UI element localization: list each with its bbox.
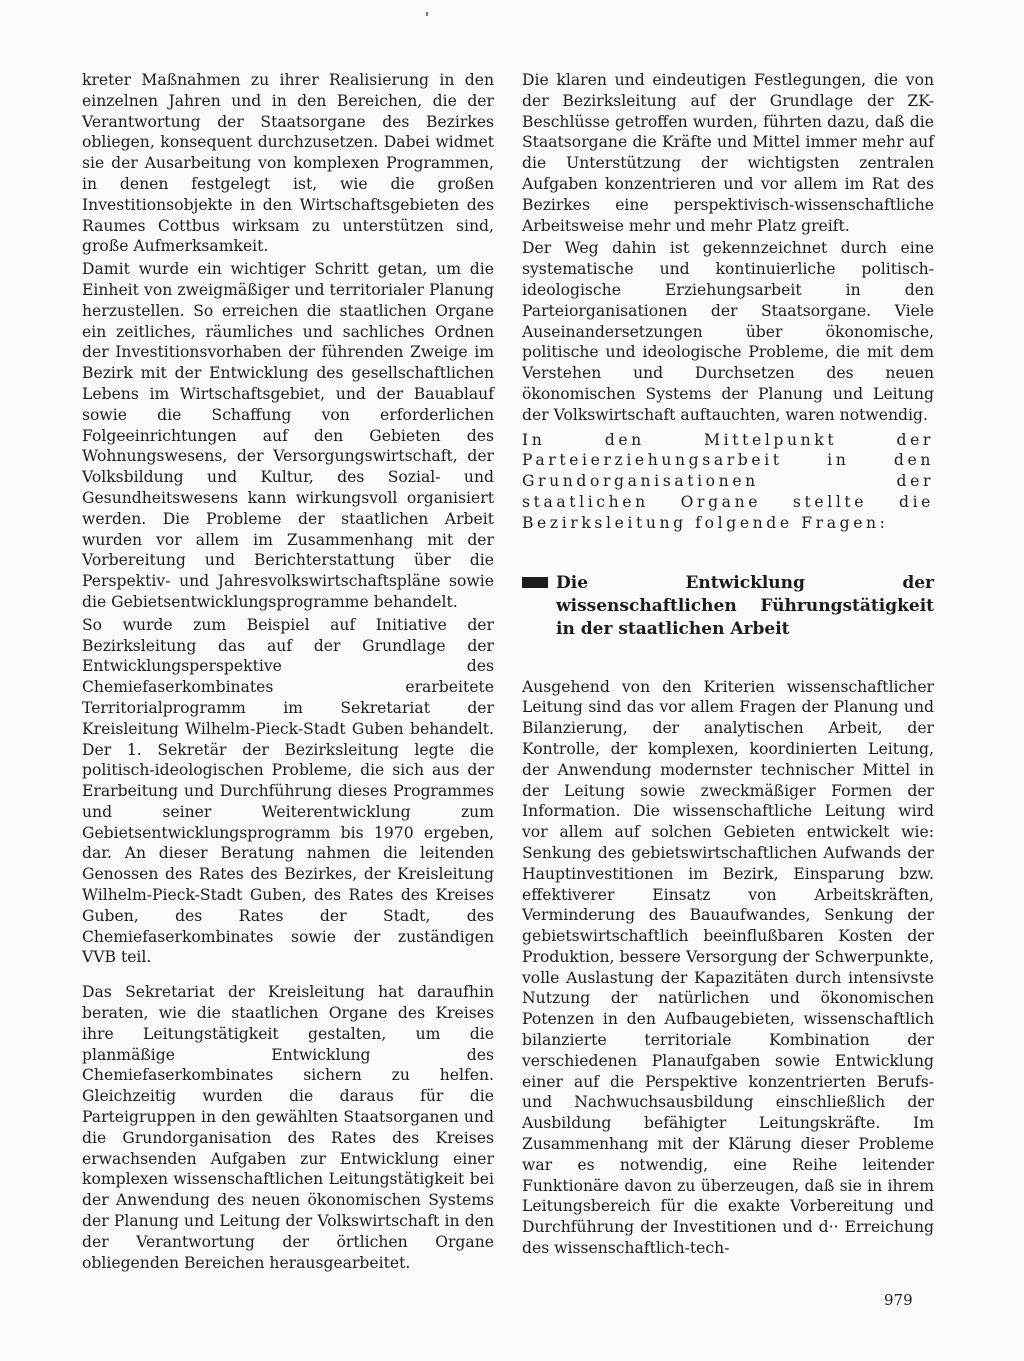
paragraph: Damit wurde ein wichtiger Schritt getan, um die Einheit von zweigmäßiger und territorialer Planung herzustellen. So erreichen die staatlichen Organe ein zeitliches, räumliches und sachliches Ordnen der Investitionsvorhaben der führenden Zweige im Bezirk mit der Entwicklung des gesellschaftlichen Lebens im Wirtschaftsgebiet, und der Bauablauf sowie die Schaffung von erforderlichen Folgeeinrichtungen auf den Gebieten des Wohnungswesens, der Versorgungswirtschaft, der Volksbildung und Kultur, des Sozial- und Gesundheitswesens kann wirkungsvoll organisiert werden. Die Probleme der staatlichen Arbeit wurden vor allem im Zusammenhang mit der Vorbereitung und Berichterstattung über die Perspektiv- und Jahresvolkswirtschaftspläne sowie die Gebietsentwicklungsprogramme behandelt. (82, 260, 494, 611)
paragraph: Ausgehend von den Kriterien wissenschaftlicher Leitung sind das vor allem Fragen der Planung und Bilanzierung, der analytischen Arbeit, der Kontrolle, der komplexen, koordinierten Leitung, der Anwendung modernster technischer Mittel in der Leitung sowie zweckmäßiger Formen der Information. Die wissenschaftliche Leitung wird vor allem auf solchen Gebieten entwickelt wie: Senkung des gebietswirtschaftlichen Aufwands der Hauptinvestitionen im Bezirk, Einsparung bzw. effektiverer Einsatz von Arbeitskräften, Verminderung des Bauaufwandes, Senkung der gebietswirtschaftlich beeinflußbaren Kosten der Produktion, bessere Versorgung der Schwerpunkte, volle Auslastung der Kapazitäten durch intensivste Nutzung der natürlichen und ökonomischen Potenzen in den Aufbaugebieten, wissenschaftlich bilanzierte territoriale Kombination der verschiedenen Planaufgaben sowie Entwicklung einer auf die Perspektive konzentrierten Berufs- und Nachwuchsausbildung einschließlich der Ausbildung befähigter Leitungskräfte. Im Zusammenhang mit der Klärung dieser Probleme war es notwendig, eine Reihe leitender Funktionäre davon zu überzeugen, daß sie in ihrem Leitungsbereich für die exakte Vorbereitung und Durchführung der Investitionen und d·· Erreichung des wissenschaftlich-tech- (522, 677, 934, 1258)
paragraph: So wurde zum Beispiel auf Initiative der Bezirksleitung das auf der Grundlage der Entwicklungsperspektive des Chemiefaserkombinates erarbeitete Territorialprogramm im Sekretariat der Kreisleitung Wilhelm-Pieck-Stadt Guben behandelt. Der 1. Sekretär der Bezirksleitung legte die politisch-ideologischen Probleme, die sich aus der Erarbeitung und Durchführung dieses Programmes und seiner Weiterentwicklung zum Gebietsentwicklungsprogramm bis 1970 ergeben, dar. An dieser Beratung nahmen die leitenden Genossen des Rates des Bezirkes, der Kreisleitung Wilhelm-Pieck-Stadt Guben, des Rates des Kreises Guben, des Rates der Stadt, des Chemiefaserkombinates sowie der zuständigen VVB teil. (82, 615, 494, 967)
paragraph: Der Weg dahin ist gekennzeichnet durch eine systematische und kontinuierliche politisch-ideologische Erziehungsarbeit in den Parteiorganisationen der Staatsorgane. Viele Auseinandersetzungen über ökonomische, politische und ideologische Probleme, die mit dem Verstehen und Durchsetzen des neuen ökonomischen Systems der Planung und Leitung der Volkswirtschaft auftauchten, waren notwendig. (522, 239, 934, 424)
page-number: 979 (884, 1291, 913, 1309)
heading-bullet-icon (522, 577, 548, 588)
paragraph: Die klaren und eindeutigen Festlegungen, die von der Bezirksleitung auf der Grundlage der ZK-Beschlüsse getroffen wurden, führten dazu, daß die Staatsorgane die Kräfte und Mittel immer mehr auf die Unterstützung der wichtigsten zentralen Aufgaben konzentrieren und vor allem im Rat des Bezirkes eine perspektivisch-wissenschaftliche Arbeitsweise mehr und mehr Platz greift. (522, 71, 934, 235)
paragraph: kreter Maßnahmen zu ihrer Realisierung in den einzelnen Jahren und in den Bereichen, die der Verantwortung der Staatsorgane des Bezirkes obliegen, konsequent durchzusetzen. Dabei widmet sie der Ausarbeitung von komplexen Programmen, in denen festgelegt ist, wie die großen Investitionsobjekte in den Wirtschaftsgebieten des Raumes Cottbus wirksam zu unterstützen sind, große Aufmerksamkeit. (82, 71, 494, 256)
print-mark (426, 12, 428, 16)
section-heading-text: Die Entwicklung der wissenschaftlichen Führungstätigkeit in der staatlichen Arbeit (556, 572, 934, 639)
left-column (82, 70, 494, 1275)
section-heading (522, 572, 934, 641)
right-column (522, 70, 934, 1261)
paragraph: In den Mittelpunkt der Parteierziehungsarbeit in den Grundorganisationen der staatlichen Organe stellte die Bezirksleitung folgende Fragen: (522, 430, 934, 532)
paragraph: Das Sekretariat der Kreisleitung hat daraufhin beraten, wie die staatlichen Organe des Kreises ihre Leitungstätigkeit gestalten, um die planmäßige Entwicklung des Chemiefaserkombinates sichern zu helfen. Gleichzeitig wurden die daraus für die Parteigruppen in den gewählten Staatsorganen und die Grundorganisation des Rates des Kreises erwachsenden Aufgaben zur Entwicklung einer komplexen wissenschaftlichen Leitungstätigkeit bei der Anwendung des neuen ökonomischen Systems der Planung und Leitung der Volkswirtschaft in den der Verantwortung der örtlichen Organe obliegenden Bereichen herausgearbeitet. (82, 983, 494, 1272)
